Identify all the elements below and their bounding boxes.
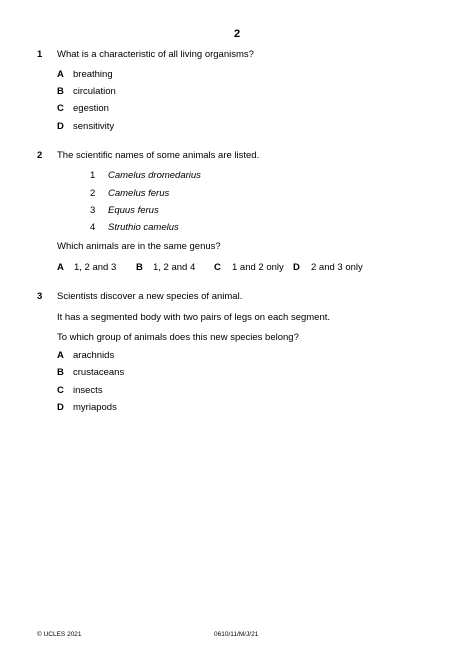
option-text: myriapods — [73, 402, 117, 413]
option-letter: D — [293, 262, 300, 273]
question-text: To which group of animals does this new species belong? — [57, 332, 299, 343]
option-text: egestion — [73, 103, 109, 114]
option-letter: A — [57, 350, 64, 361]
option-text: arachnids — [73, 350, 115, 361]
species-name: Camelus ferus — [108, 188, 170, 199]
species-name: Equus ferus — [108, 205, 159, 216]
question-number: 1 — [37, 49, 43, 60]
question-stem: What is a characteristic of all living organisms? — [57, 49, 254, 60]
info-text: It has a segmented body with two pairs of legs on each segment. — [57, 312, 331, 323]
species-name: Camelus dromedarius — [108, 170, 201, 181]
option-text: sensitivity — [73, 121, 115, 132]
question-number: 2 — [37, 150, 43, 161]
option-letter: D — [57, 402, 64, 413]
question-stem: The scientific names of some animals are listed. — [57, 150, 260, 161]
list-number: 4 — [90, 222, 96, 233]
option-text: 1, 2 and 4 — [153, 262, 196, 273]
option-letter: D — [57, 121, 64, 132]
option-letter: C — [214, 262, 221, 273]
question-number: 3 — [37, 291, 43, 302]
question-text: Which animals are in the same genus? — [57, 241, 221, 252]
option-letter: B — [57, 86, 64, 97]
option-letter: A — [57, 262, 64, 273]
option-text: 1, 2 and 3 — [74, 262, 117, 273]
option-text: crustaceans — [73, 367, 125, 378]
option-letter: C — [57, 103, 64, 114]
option-letter: A — [57, 69, 64, 80]
list-number: 3 — [90, 205, 96, 216]
option-letter: B — [136, 262, 143, 273]
footer-copyright: © UCLES 2021 — [37, 631, 82, 638]
option-letter: C — [57, 385, 64, 396]
page-number: 2 — [233, 28, 241, 40]
option-text: breathing — [73, 69, 113, 80]
option-text: 1 and 2 only — [232, 262, 284, 273]
option-text: circulation — [73, 86, 116, 97]
option-letter: B — [57, 367, 64, 378]
list-number: 2 — [90, 188, 96, 199]
question-stem: Scientists discover a new species of animal. — [57, 291, 243, 302]
footer-paper-code: 0610/11/M/J/21 — [214, 631, 259, 638]
option-text: 2 and 3 only — [311, 262, 363, 273]
species-name: Struthio camelus — [108, 222, 179, 233]
list-number: 1 — [90, 170, 96, 181]
option-text: insects — [73, 385, 103, 396]
